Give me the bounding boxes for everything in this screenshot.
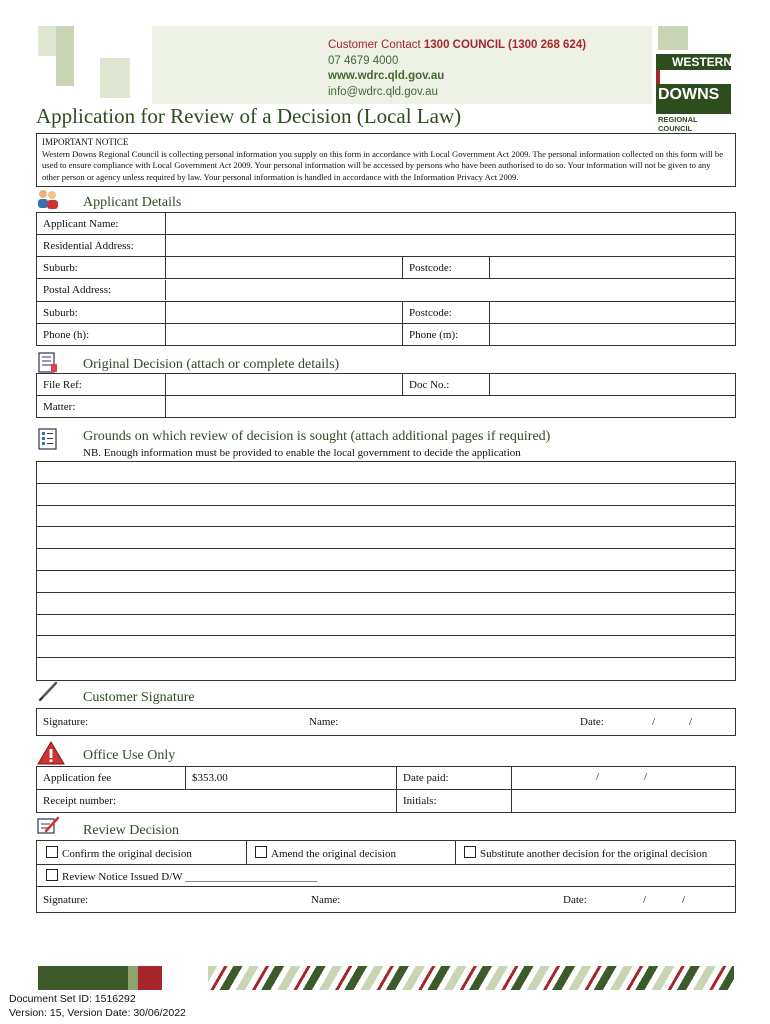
contact-label: Customer Contact bbox=[328, 39, 421, 51]
date-paid-slash: / bbox=[644, 771, 648, 783]
residential-address-field[interactable] bbox=[166, 235, 736, 257]
contact-number: 1300 COUNCIL (1300 268 624) bbox=[423, 39, 587, 51]
grounds-line[interactable] bbox=[37, 658, 735, 680]
applicant-table bbox=[36, 212, 736, 346]
page-title: Application for Review of a Decision (Local Law) bbox=[36, 104, 462, 128]
original-decision-table bbox=[36, 373, 736, 418]
initials-field[interactable] bbox=[512, 790, 736, 813]
important-notice bbox=[36, 133, 736, 187]
council-logo bbox=[656, 26, 732, 133]
applicant-name-label: Applicant Name: bbox=[37, 213, 166, 235]
matter-field[interactable] bbox=[166, 396, 736, 418]
date-paid-label: Date paid: bbox=[397, 767, 512, 790]
applicant-heading: Applicant Details bbox=[83, 195, 182, 210]
postal-postcode-field[interactable] bbox=[490, 302, 736, 324]
review-notice-checkbox[interactable] bbox=[46, 869, 58, 881]
review-name-label: Name: bbox=[311, 894, 341, 906]
application-fee-label: Application fee bbox=[37, 767, 186, 790]
phone-mobile-field[interactable] bbox=[490, 324, 736, 346]
edit-form-icon bbox=[36, 815, 60, 837]
review-decision-box bbox=[36, 840, 736, 913]
version-info: Version: 15, Version Date: 30/06/2022 bbox=[9, 1007, 186, 1019]
customer-signature-heading: Customer Signature bbox=[83, 690, 195, 705]
logo-regional-council: REGIONAL COUNCIL bbox=[658, 115, 698, 133]
phone-home-label: Phone (h): bbox=[37, 324, 166, 346]
contact-email[interactable]: info@wdrc.qld.gov.au bbox=[328, 85, 438, 98]
applicant-name-field[interactable] bbox=[166, 213, 736, 235]
form-list-icon bbox=[36, 428, 60, 450]
file-ref-label: File Ref: bbox=[37, 374, 166, 396]
notice-heading: IMPORTANT NOTICE bbox=[42, 137, 129, 147]
postal-suburb-field[interactable] bbox=[166, 302, 403, 324]
notice-body: Western Downs Regional Council is collecting personal information you supply on this form in accordance with Local Government Act 2009. The personal information collected on this form will be used to ensure compliance with Local Government Act 2009. Your personal information will be accessed by persons who have been authorised to do so. Your information will not be given to any other person or agency unless required by law. Your personal information is handled in accordance with the Information Privacy Act 2009. bbox=[42, 148, 724, 182]
grounds-line[interactable] bbox=[37, 549, 735, 571]
contact-block bbox=[328, 38, 586, 100]
header-decor bbox=[38, 26, 56, 56]
grounds-heading: Grounds on which review of decision is sought (attach additional pages if required) bbox=[83, 429, 551, 444]
review-notice-option[interactable] bbox=[46, 869, 317, 883]
document-set-id: Document Set ID: 1516292 bbox=[9, 993, 136, 1005]
amend-label: Amend the original decision bbox=[271, 848, 396, 860]
document-icon bbox=[36, 352, 60, 374]
initials-label: Initials: bbox=[397, 790, 512, 813]
residential-address-label: Residential Address: bbox=[37, 235, 166, 257]
date-slash: / bbox=[652, 716, 656, 728]
grounds-note: NB. Enough information must be provided to enable the local government to decide the application bbox=[83, 447, 521, 459]
grounds-line[interactable] bbox=[37, 636, 735, 658]
contact-website[interactable]: www.wdrc.qld.gov.au bbox=[328, 70, 445, 82]
confirm-label: Confirm the original decision bbox=[62, 848, 192, 860]
header-decor bbox=[100, 58, 130, 98]
review-date-slash: / bbox=[682, 894, 686, 906]
suburb-field[interactable] bbox=[166, 257, 403, 279]
review-decision-heading: Review Decision bbox=[83, 823, 180, 838]
substitute-label: Substitute another decision for the original decision bbox=[480, 848, 708, 860]
postcode-field[interactable] bbox=[490, 257, 736, 279]
people-icon bbox=[36, 188, 60, 210]
grounds-line[interactable] bbox=[37, 593, 735, 615]
review-notice-label: Review Notice Issued D/W ________________________ bbox=[62, 871, 318, 883]
suburb-label: Suburb: bbox=[37, 257, 166, 279]
logo-downs: DOWNS bbox=[658, 86, 720, 103]
confirm-option[interactable] bbox=[46, 846, 192, 860]
header-decor bbox=[56, 26, 74, 86]
review-date-label: Date: bbox=[563, 894, 587, 906]
warning-icon bbox=[36, 740, 66, 766]
date-paid-field[interactable] bbox=[512, 767, 736, 790]
office-use-heading: Office Use Only bbox=[83, 748, 176, 763]
review-signature-label: Signature: bbox=[43, 894, 89, 906]
application-fee-value: $353.00 bbox=[186, 767, 397, 790]
substitute-checkbox[interactable] bbox=[464, 846, 476, 858]
doc-no-label: Doc No.: bbox=[403, 374, 490, 396]
date-label: Date: bbox=[580, 716, 604, 728]
postal-suburb-label: Suburb: bbox=[37, 302, 166, 324]
grounds-line[interactable] bbox=[37, 615, 735, 637]
footer-decor bbox=[38, 966, 162, 990]
customer-signature-box[interactable] bbox=[36, 708, 736, 736]
grounds-text-area[interactable] bbox=[36, 461, 736, 681]
date-slash: / bbox=[689, 716, 693, 728]
footer-decor bbox=[208, 966, 734, 990]
date-paid-slash: / bbox=[596, 771, 600, 783]
substitute-option[interactable] bbox=[464, 846, 707, 860]
original-decision-heading: Original Decision (attach or complete details) bbox=[83, 357, 340, 372]
footer bbox=[9, 992, 186, 1020]
grounds-line[interactable] bbox=[37, 527, 735, 549]
pen-icon bbox=[36, 680, 60, 702]
confirm-checkbox[interactable] bbox=[46, 846, 58, 858]
file-ref-field[interactable] bbox=[166, 374, 403, 396]
contact-phone: 07 4679 4000 bbox=[328, 54, 399, 67]
signature-label: Signature: bbox=[43, 716, 89, 728]
phone-mobile-label: Phone (m): bbox=[403, 324, 490, 346]
postal-postcode-label: Postcode: bbox=[403, 302, 490, 324]
grounds-line[interactable] bbox=[37, 506, 735, 528]
postal-address-field[interactable] bbox=[166, 280, 736, 300]
grounds-line[interactable] bbox=[37, 571, 735, 593]
amend-option[interactable] bbox=[255, 846, 396, 860]
amend-checkbox[interactable] bbox=[255, 846, 267, 858]
office-use-table bbox=[36, 766, 736, 813]
grounds-line[interactable] bbox=[37, 484, 735, 506]
receipt-number-label: Receipt number: bbox=[37, 790, 397, 813]
logo-western: WESTERN bbox=[672, 55, 732, 69]
postcode-label: Postcode: bbox=[403, 257, 490, 279]
review-date-slash: / bbox=[643, 894, 647, 906]
phone-home-field[interactable] bbox=[166, 324, 403, 346]
grounds-line[interactable] bbox=[37, 462, 735, 484]
doc-no-field[interactable] bbox=[490, 374, 736, 396]
name-label: Name: bbox=[309, 716, 339, 728]
postal-address-label: Postal Address: bbox=[37, 280, 166, 300]
matter-label: Matter: bbox=[37, 396, 166, 418]
